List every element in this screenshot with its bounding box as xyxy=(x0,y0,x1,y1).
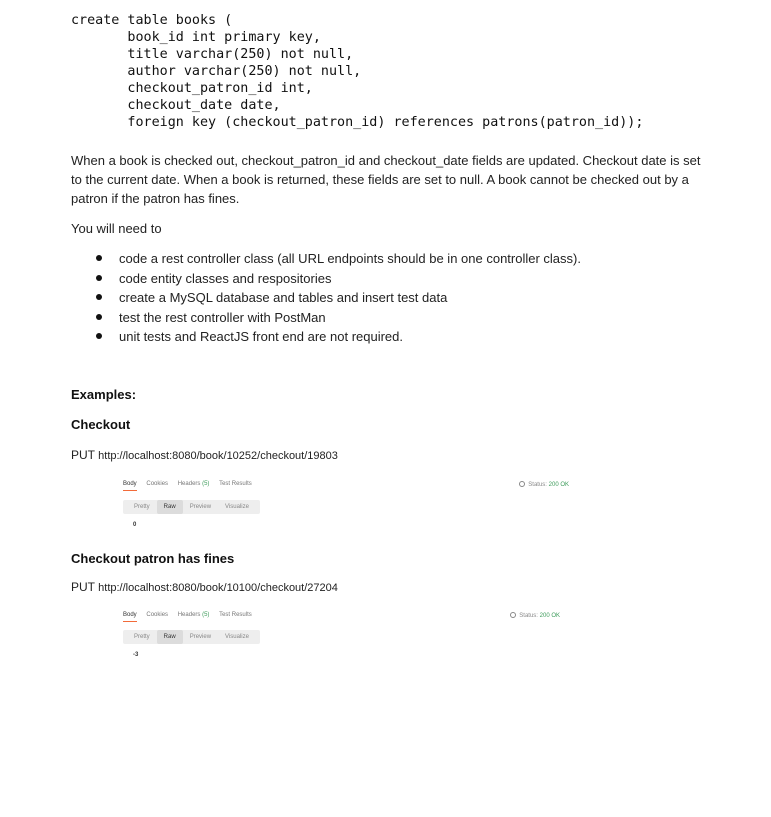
code-line: author varchar(250) not null, xyxy=(71,64,362,79)
tab-test-results[interactable]: Test Results xyxy=(219,481,252,487)
code-line: checkout_patron_id int, xyxy=(71,81,313,96)
request-url: http://localhost:8080/book/10100/checkout/27204 xyxy=(98,582,338,594)
tab-headers[interactable] xyxy=(178,481,210,487)
list-item xyxy=(71,308,581,328)
format-raw[interactable]: Raw xyxy=(157,630,183,644)
response-tabs xyxy=(123,612,260,618)
status-label: Status: xyxy=(519,613,538,619)
format-selector xyxy=(123,630,260,644)
request-url: http://localhost:8080/book/10252/checkout/19803 xyxy=(98,450,338,462)
bullet-icon xyxy=(96,333,102,339)
format-selector xyxy=(123,500,260,514)
tab-body[interactable]: Body xyxy=(123,481,137,487)
task-text: code a rest controller class (all URL endpoints should be in one controller class). xyxy=(119,251,581,266)
intro-text: You will need to xyxy=(71,221,162,236)
format-visualize[interactable]: Visualize xyxy=(225,634,249,640)
headers-count: (5) xyxy=(202,481,210,487)
postman-response-panel xyxy=(123,612,560,672)
format-raw[interactable]: Raw xyxy=(157,500,183,514)
task-text: create a MySQL database and tables and insert test data xyxy=(119,290,448,305)
example-title: Checkout xyxy=(71,417,131,432)
status-value: 200 OK xyxy=(539,613,560,619)
task-list xyxy=(71,249,581,347)
list-item xyxy=(71,327,581,347)
task-text: code entity classes and respositories xyxy=(119,270,332,286)
tab-headers[interactable] xyxy=(178,612,210,618)
status-value: 200 OK xyxy=(548,482,569,488)
format-pretty[interactable]: Pretty xyxy=(134,634,150,640)
tab-headers-label: Headers xyxy=(177,612,201,618)
response-body: 0 xyxy=(133,522,137,528)
globe-icon xyxy=(519,481,525,487)
tab-test-results[interactable]: Test Results xyxy=(219,612,252,618)
task-text: test the rest controller with PostMan xyxy=(119,309,326,325)
code-line: checkout_date date, xyxy=(71,98,281,113)
headers-count: (5) xyxy=(202,612,210,618)
tab-body[interactable]: Body xyxy=(123,612,137,618)
postman-response-panel xyxy=(123,481,569,541)
bullet-icon xyxy=(96,294,102,300)
response-tabs xyxy=(123,481,260,487)
list-item xyxy=(71,288,581,308)
task-text: unit tests and ReactJS front end are not required. xyxy=(119,329,404,344)
response-status xyxy=(510,612,560,619)
description-paragraph: When a book is checked out, checkout_patron_id and checkout_date fields are updated. Checkout date is set to the current date. When a book is returned, these fields are set to null. A book cannot be checked out by a patron if the patron has fines. xyxy=(71,153,701,206)
response-status xyxy=(519,481,569,488)
request-line xyxy=(71,580,338,594)
example-title: Checkout patron has fines xyxy=(71,551,235,566)
sql-code-block xyxy=(71,12,643,131)
request-line xyxy=(71,448,338,462)
format-preview[interactable]: Preview xyxy=(189,504,212,510)
bullet-icon xyxy=(96,314,102,320)
code-line: foreign key (checkout_patron_id) references patrons(patron_id)); xyxy=(71,115,644,130)
code-line: title varchar(250) not null, xyxy=(71,47,354,62)
tab-cookies[interactable]: Cookies xyxy=(146,612,169,618)
status-label: Status: xyxy=(528,482,547,488)
list-item xyxy=(71,269,581,289)
examples-heading: Examples: xyxy=(71,387,137,402)
format-preview[interactable]: Preview xyxy=(189,634,212,640)
format-pretty[interactable]: Pretty xyxy=(134,504,150,510)
code-line: book_id int primary key, xyxy=(71,30,321,45)
format-visualize[interactable]: Visualize xyxy=(225,504,249,510)
bullet-icon xyxy=(96,255,102,261)
http-method: PUT xyxy=(71,580,95,594)
response-body: -3 xyxy=(133,652,139,658)
http-method: PUT xyxy=(71,448,95,462)
bullet-icon xyxy=(96,275,102,281)
tab-headers-label: Headers xyxy=(177,481,201,487)
tab-cookies[interactable]: Cookies xyxy=(146,481,169,487)
globe-icon xyxy=(510,612,516,618)
list-item xyxy=(71,249,581,269)
code-line: create table books ( xyxy=(71,13,233,28)
